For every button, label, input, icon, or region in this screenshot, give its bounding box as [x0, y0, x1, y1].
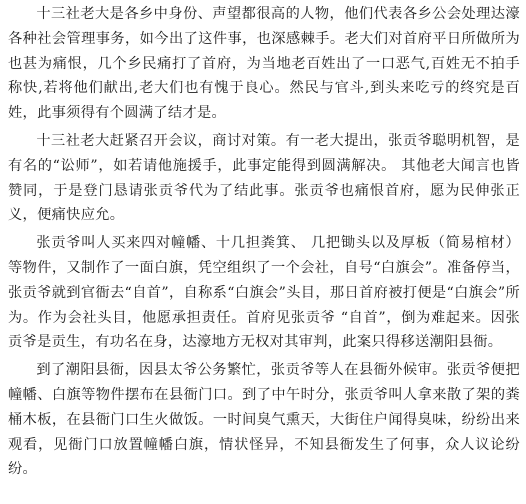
paragraph-3: 张贡爷叫人买来四对幢幡、十几担粪箕、 几把锄头以及厚板（简易棺材）等物件，又制作了一面白旗，凭空组织了一个会社，自号“白旗会”。准备停当，张贡爷就到官衙去“自首”，自称系“白旗会”头目，那日首府被打便是“白旗会”所为。作为会社头目，他愿承担责任。首府见张贡爷 “自首”，倒为难起来。因张贡爷是贡生，有功名在身，达濠地方无权对其审判，此案只得移送潮阳县衙。: [8, 235, 520, 351]
paragraph-4: 到了潮阳县衙，因县太爷公务繁忙，张贡爷等人在县衙外候审。张贡爷便把幢幡、白旗等物件摆布在县衙门口。到了中午时分，张贡爷叫人拿来散了架的粪桶木板，在县衙门口生火做饭。一时间臭气熏天，大街住户闻得臭味，纷纷出来观看，见衙门口放置幢幡白旗，情状怪异，不知县衙发生了何事，众人议论纷纷。: [8, 362, 520, 478]
paragraph-2: 十三社老大赶紧召开会议，商讨对策。有一老大提出，张贡爷聪明机智，是有名的“讼师”，如若请他施援手，此事定能得到圆满解决。 其他老大闻言也皆赞同，于是登门恳请张贡爷代为了结此事。张贡爷也痛恨首府，愿为民伸张正义，便痛快应允。: [8, 132, 520, 224]
paragraph-1: 十三社老大是各乡中身份、声望都很高的人物，他们代表各乡公会处理达濠各种社会管理事务，如今出了这件事，也深感棘手。老大们对首府平日所做所为也甚为痛恨，几个乡民痛打了首府，为当地老百姓出了一口恶气,百姓无不拍手称快,若将他们献出,老大们也有愧于良心。然民与官斗,到头来吃亏的终究是百姓，此事须得有个圆满了结才是。: [8, 6, 520, 122]
